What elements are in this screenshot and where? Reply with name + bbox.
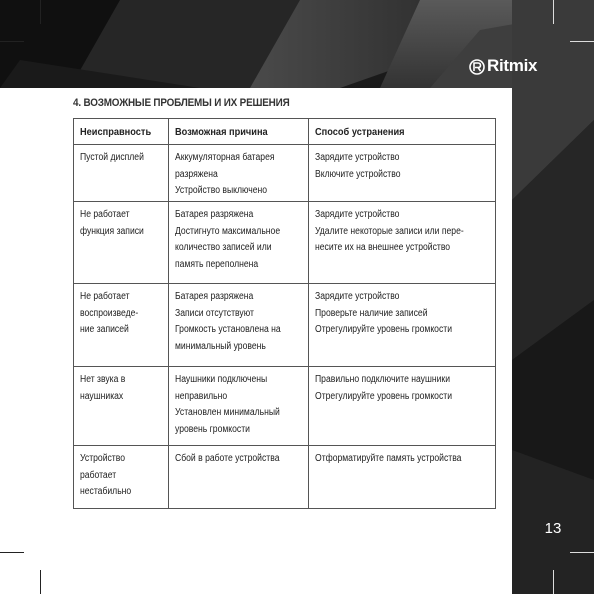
solution-cell: Зарядите устройство Проверьте наличие записей Отрегулируйте уровень громкости <box>309 284 496 367</box>
table-row <box>74 202 496 284</box>
problem-cell: Не работает воспроизведе- ние записей <box>74 284 169 367</box>
cause-cell: Сбой в работе устройства <box>169 446 309 509</box>
solution-cell: Зарядите устройство Включите устройство <box>309 145 496 202</box>
cause-cell: Батарея разряжена Достигнуто максимальное количество записей или память переполнена <box>169 202 309 284</box>
crop-mark <box>570 41 594 42</box>
section-title: 4. ВОЗМОЖНЫЕ ПРОБЛЕМЫ И ИХ РЕШЕНИЯ <box>73 97 290 109</box>
table-row <box>74 145 496 202</box>
ritmix-logo <box>468 56 537 76</box>
cause-cell: Аккумуляторная батарея разряжена Устройство выключено <box>169 145 309 202</box>
crop-mark <box>553 570 554 594</box>
crop-mark <box>553 0 554 24</box>
solution-cell: Правильно подключите наушники Отрегулируйте уровень громкости <box>309 367 496 446</box>
page-number: 13 <box>544 520 562 537</box>
crop-mark <box>0 552 24 553</box>
cause-cell: Наушники подключены неправильно Установлен минимальный уровень громкости <box>169 367 309 446</box>
table-header-row <box>74 119 496 145</box>
cause-cell: Батарея разряжена Записи отсутствуют Громкость установлена на минимальный уровень <box>169 284 309 367</box>
problem-cell: Нет звука в наушниках <box>74 367 169 446</box>
header-cause: Возможная причина <box>169 119 309 145</box>
crop-mark <box>40 570 41 594</box>
problem-cell: Устройство работает нестабильно <box>74 446 169 509</box>
solution-cell: Отформатируйте память устройства <box>309 446 496 509</box>
troubleshooting-table <box>73 118 496 509</box>
solution-cell: Зарядите устройство Удалите некоторые записи или пере- несите их на внешнее устройство <box>309 202 496 284</box>
table-row <box>74 367 496 446</box>
table-row <box>74 446 496 509</box>
crop-mark <box>40 0 41 24</box>
crop-mark <box>0 41 24 42</box>
ritmix-logo-mark-icon <box>468 57 486 75</box>
right-decorative-strip <box>512 0 594 594</box>
problem-cell: Не работает функция записи <box>74 202 169 284</box>
table-row <box>74 284 496 367</box>
header-problem: Неисправность <box>74 119 169 145</box>
problem-cell: Пустой дисплей <box>74 145 169 202</box>
logo-text: Ritmix <box>487 56 538 75</box>
crop-mark <box>570 552 594 553</box>
header-solution: Способ устранения <box>309 119 496 145</box>
